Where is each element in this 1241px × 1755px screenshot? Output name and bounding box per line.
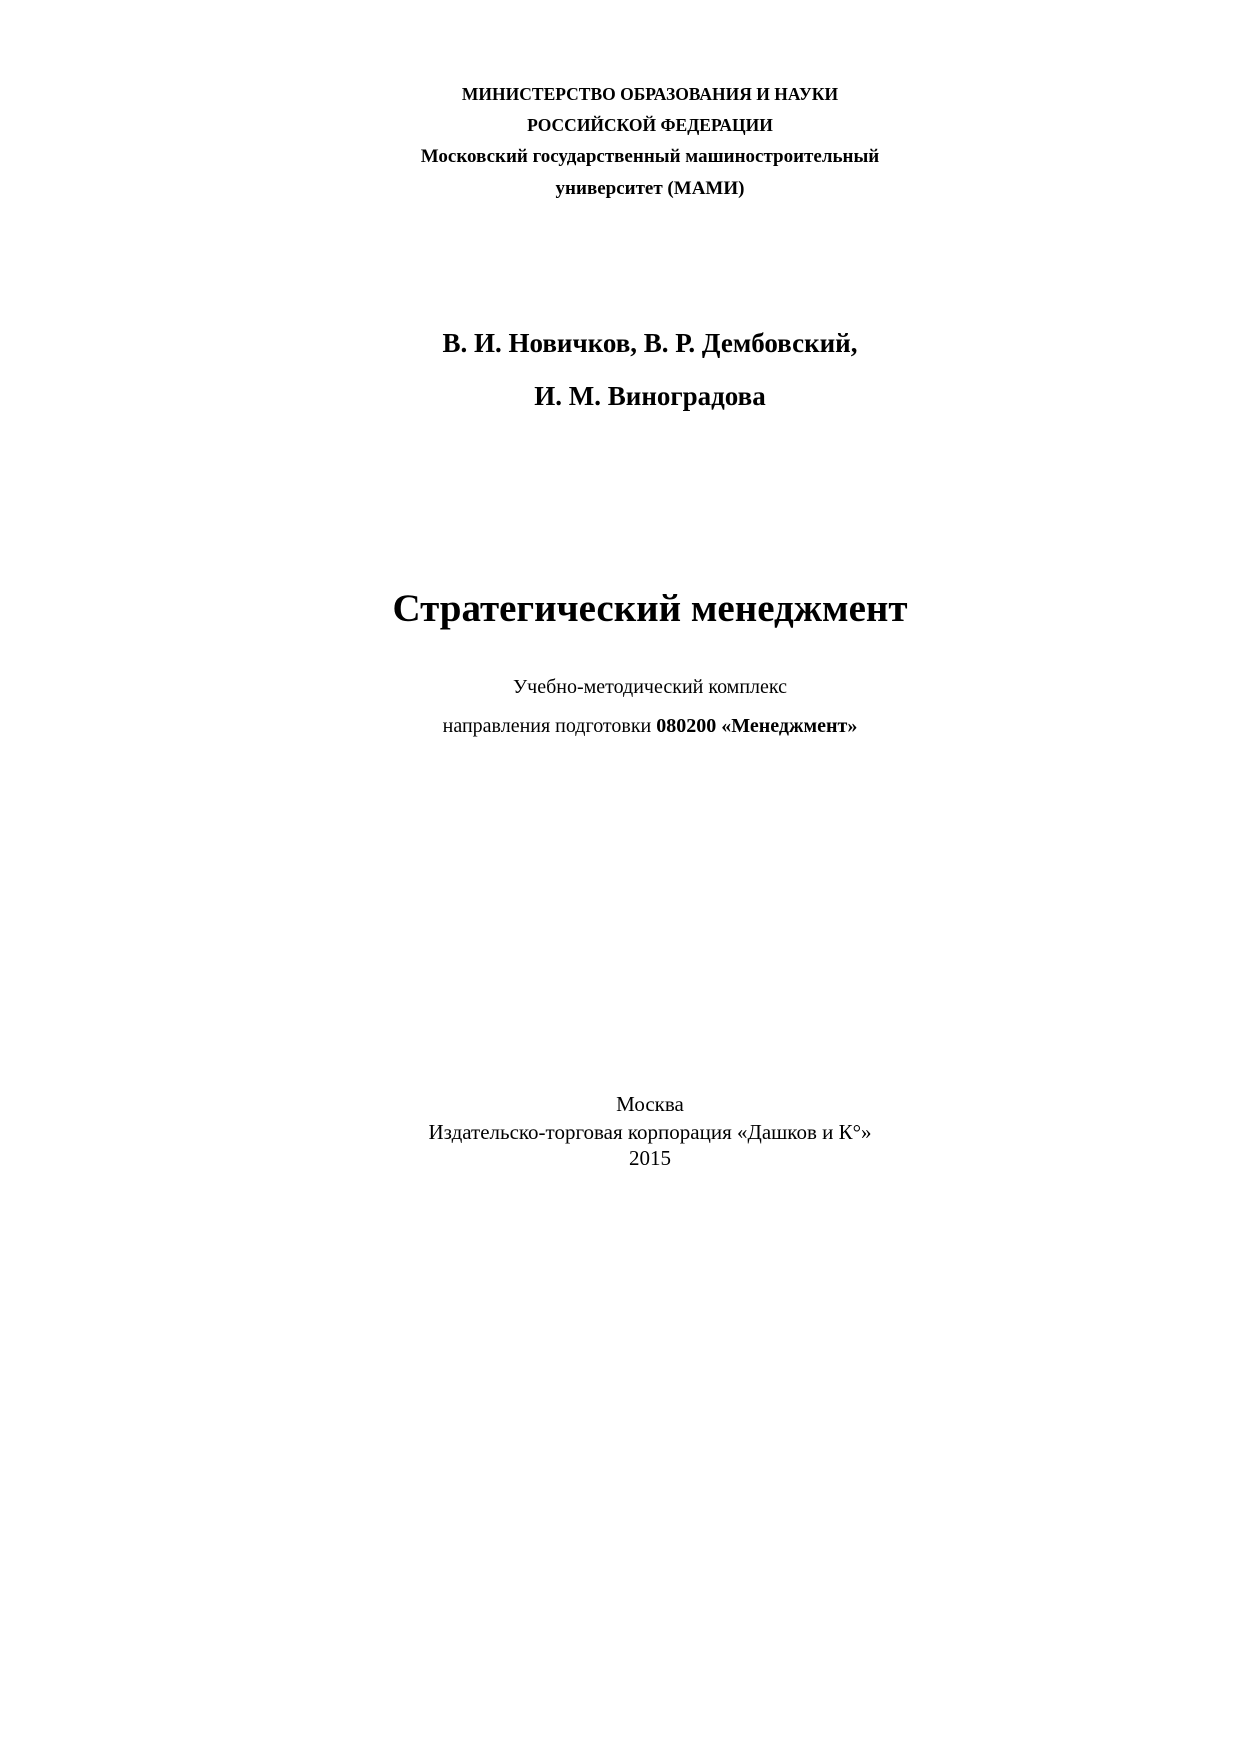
imprint-city: Москва <box>616 1092 684 1116</box>
imprint-year: 2015 <box>629 1146 671 1170</box>
subtitle-line-1: Учебно-методический комплекс <box>512 676 787 698</box>
ministry-line-2: РОССИЙСКОЙ ФЕДЕРАЦИИ <box>527 115 773 135</box>
university-line-1: Московский государственный машиностроительный <box>420 146 880 167</box>
subtitle-line-2 <box>0 715 1241 738</box>
authors-line-2: И. М. Виноградова <box>534 381 766 411</box>
subtitle-line-2-program: 080200 «Менеджмент» <box>656 715 858 737</box>
authors-line-1: В. И. Новичков, В. Р. Дембовский, <box>442 328 858 358</box>
university-line-2: университет (МАМИ) <box>555 178 745 199</box>
subtitle-line-2-prefix: направления подготовки <box>442 715 657 737</box>
ministry-line-1: МИНИСТЕРСТВО ОБРАЗОВАНИЯ И НАУКИ <box>461 84 839 104</box>
imprint-publisher: Издательско-торговая корпорация «Дашков и К°» <box>428 1120 872 1144</box>
document-title: Стратегический менеджмент <box>392 587 908 630</box>
